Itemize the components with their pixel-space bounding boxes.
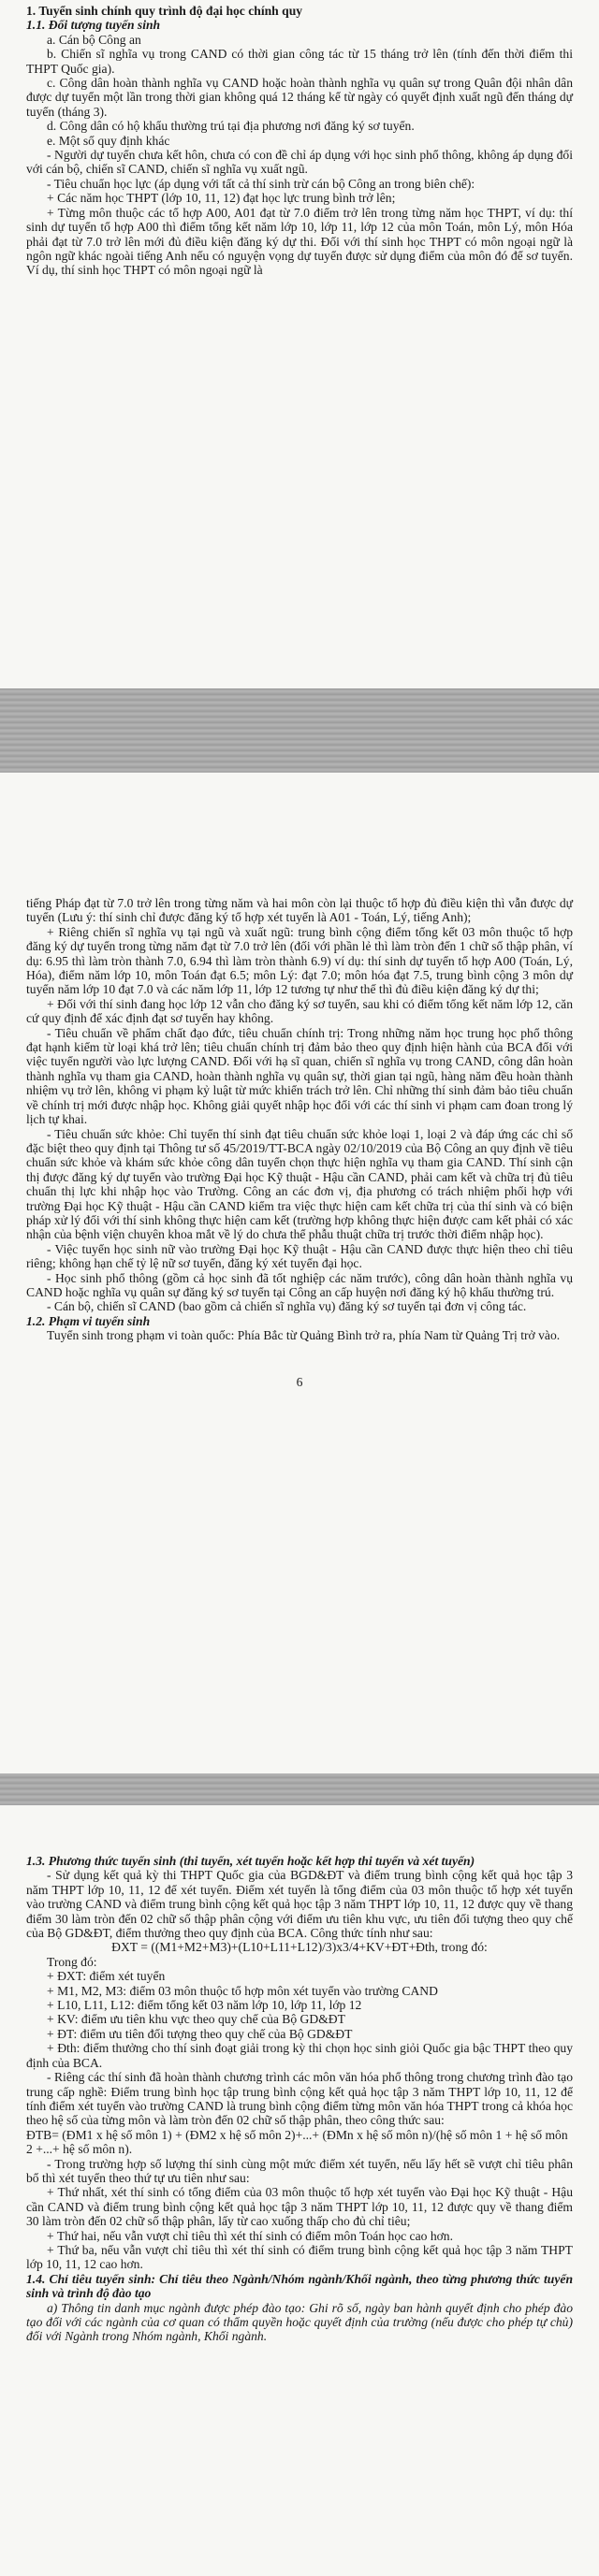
- page3-paragraph-3: Trong đó:: [47, 1954, 97, 1969]
- page3-paragraph-4: + ĐXT: điểm xét tuyển: [47, 1969, 166, 1984]
- page3-paragraph-13: + Thứ nhất, xét thí sinh có tổng điểm của 03 môn thuộc tổ hợp xét tuyển vào Đại học Kỹ thuật - Hậu cần CAND và điểm trung bình cộng kết quả học tập 3 năm THPT lớp 10, 11, 12 được quy về thang điểm 30 làm tròn đến 02 chữ số thập phân, lấy từ cao xuống thấp cho đủ chỉ tiêu;: [26, 2185, 573, 2229]
- page-number: 6: [296, 1374, 303, 1389]
- page1-paragraph-10: + Từng môn thuộc các tổ hợp A00, A01 đạt từ 7.0 điểm trở lên trong từng năm học THPT, ví dụ: thí sinh dự tuyển tổ hợp A00 thì điểm tổng kết năm lớp 10, lớp 11, lớp 12 của môn Toán, môn Lý, môn Hóa phải đạt từ 7.0 trở lên mới đủ điều kiện đăng ký dự thi. Đối với thí sinh học THPT có môn ngoại ngữ là ngôn ngữ khác ngoài tiếng Anh nếu có nguyện vọng dự tuyển được sử dụng điểm của môn đó để sơ tuyển. Ví dụ, thí sinh học THPT có môn ngoại ngữ là: [26, 205, 573, 278]
- document-page-3: [0, 1805, 599, 2576]
- page3-paragraph-5: + M1, M2, M3: điểm 03 môn thuộc tổ hợp môn xét tuyển vào trường CAND: [47, 1983, 438, 1998]
- page2-paragraph-0: tiếng Pháp đạt từ 7.0 trở lên trong từng năm và hai môn còn lại thuộc tổ hợp đủ điều kiện thì vẫn được dự tuyển (Lưu ý: thí sinh chỉ được đăng ký tổ hợp xét tuyển là A01 - Toán, Lý, tiếng Anh);: [26, 896, 573, 925]
- page2-paragraph-8: 1.2. Phạm vi tuyển sinh: [26, 1313, 151, 1328]
- scan-gap-1: [0, 688, 599, 773]
- scan-gap-2: [0, 1773, 599, 1805]
- page1-paragraph-9: + Các năm học THPT (lớp 10, 11, 12) đạt học lực trung bình trở lên;: [47, 191, 396, 206]
- page3-paragraph-9: + Đth: điểm thưởng cho thí sinh đoạt giải trong kỳ thi chọn học sinh giỏi Quốc gia bậc THPT theo quy định của BCA.: [26, 2041, 573, 2070]
- page3-paragraph-6: + L10, L11, L12: điểm tổng kết 03 năm lớp 10, lớp 11, lớp 12: [47, 1998, 362, 2013]
- page3-paragraph-1: - Sử dụng kết quả kỳ thi THPT Quốc gia của BGD&ĐT và điểm trung bình cộng kết quả học tập 3 năm THPT lớp 10, 11, 12 để xét tuyển. Điểm xét tuyển là tổng điểm của 03 môn thuộc tổ hợp xét tuyển vào trường CAND và điểm trung bình cộng kết quả học tập 3 năm THPT lớp 10, 11, 12 được quy về thang điểm 30 làm tròn đến 02 chữ số thập phân cộng với điểm ưu tiên khu vực, ưu tiên đối tượng theo quy chế của Bộ GD&ĐT, điểm thưởng theo quy định của BCA. Công thức tính như sau:: [26, 1868, 573, 1941]
- page2-paragraph-2: + Đối với thí sinh đang học lớp 12 vẫn cho đăng ký sơ tuyển, sau khi có điểm tổng kết năm lớp 12, căn cứ quy định để xác định đạt sơ tuyển hay không.: [26, 996, 573, 1026]
- page1-paragraph-2: a. Cán bộ Công an: [47, 32, 141, 47]
- page3-paragraph-2: ĐXT = ((M1+M2+M3)+(L10+L11+L12)/3)x3/4+KV+ĐT+Đth, trong đó:: [111, 1940, 488, 1955]
- page1-paragraph-3: b. Chiến sĩ nghĩa vụ trong CAND có thời gian công tác từ 15 tháng trở lên (tính đến thời điểm thi THPT Quốc gia).: [26, 47, 573, 76]
- page2-paragraph-5: - Việc tuyển học sinh nữ vào trường Đại học Kỹ thuật - Hậu cần CAND được thực hiện theo chỉ tiêu riêng; không hạn chế tỷ lệ nữ sơ tuyển, đăng ký xét tuyển đại học.: [26, 1241, 573, 1271]
- page2-paragraph-6: - Học sinh phổ thông (gồm cả học sinh đã tốt nghiệp các năm trước), công dân hoàn thành nghĩa vụ CAND hoặc nghĩa vụ quân sự đăng ký sơ tuyển tại Công an cấp huyện nơi đăng ký hộ khẩu thường trú.: [26, 1270, 573, 1299]
- page2-paragraph-9: Tuyển sinh trong phạm vi toàn quốc: Phía Bắc từ Quảng Bình trở ra, phía Nam từ Quảng Trị trở vào.: [47, 1328, 561, 1343]
- page3-paragraph-12: - Trong trường hợp số lượng thí sinh cùng một mức điểm xét tuyển, nếu lấy hết sẽ vượt chỉ tiêu phân bổ thì xét tuyển theo thứ tự ưu tiên như sau:: [26, 2156, 573, 2185]
- page3-paragraph-8: + ĐT: điểm ưu tiên đối tượng theo quy chế của Bộ GD&ĐT: [47, 2026, 353, 2041]
- page1-paragraph-0: 1. Tuyển sinh chính quy trình độ đại học chính quy: [26, 4, 303, 18]
- page-3-text: [26, 1854, 573, 2344]
- page1-paragraph-6: e. Một số quy định khác: [47, 133, 170, 148]
- page3-paragraph-0: 1.3. Phương thức tuyển sinh (thi tuyển, xét tuyển hoặc kết hợp thi tuyển và xét tuyển): [26, 1854, 475, 1868]
- page3-paragraph-15: + Thứ ba, nếu vẫn vượt chỉ tiêu thì xét thí sinh có điểm trung bình cộng kết quả học tập 3 năm THPT lớp 10, 11, 12 cao hơn.: [26, 2242, 573, 2272]
- page3-paragraph-7: + KV: điểm ưu tiên khu vực theo quy chế của Bộ GD&ĐT: [47, 2012, 345, 2027]
- page3-paragraph-16: 1.4. Chỉ tiêu tuyển sinh: Chỉ tiêu theo Ngành/Nhóm ngành/Khối ngành, theo từng phương thức tuyển sinh và trình độ đào tạo: [26, 2271, 573, 2301]
- page1-paragraph-5: d. Công dân có hộ khẩu thường trú tại địa phương nơi đăng ký sơ tuyển.: [47, 119, 415, 134]
- page3-paragraph-11: ĐTB= (ĐM1 x hệ số môn 1) + (ĐM2 x hệ số môn 2)+...+ (ĐMn x hệ số môn n)/(hệ số môn 1 + hệ số môn 2 +...+ hệ số môn n).: [26, 2127, 568, 2157]
- page3-paragraph-14: + Thứ hai, nếu vẫn vượt chỉ tiêu thì xét thí sinh có điểm môn Toán học cao hơn.: [47, 2228, 453, 2243]
- document-page-2: [0, 773, 599, 1773]
- page3-paragraph-17: a) Thông tin danh mục ngành được phép đào tạo: Ghi rõ số, ngày ban hành quyết định cho phép đào tạo đối với các ngành của cơ quan có thẩm quyền hoặc quyết định của trường (nếu được cho phép tự chủ) đối với Ngành trong Nhóm ngành, Khối ngành.: [26, 2300, 573, 2344]
- page1-paragraph-8: - Tiêu chuẩn học lực (áp dụng với tất cả thí sinh trừ cán bộ Công an trong biên chế):: [47, 176, 475, 191]
- page2-paragraph-1: + Riêng chiến sĩ nghĩa vụ tại ngũ và xuất ngũ: trung bình cộng điểm tổng kết 03 môn thuộc tổ hợp đăng ký dự tuyển trong từng năm đạt từ 7.0 trở lên (đối với phần lẻ thì làm tròn đến 1 chữ số thập phân, ví dụ: 6.95 thì làm tròn thành 7.0, 6.94 thì làm tròn thành 6.9) ví dụ: thí sinh dự tuyển tổ hợp A00 (Toán, Lý, Hóa), điểm năm lớp 10, môn Toán đạt 6.5; môn Lý: đạt 7.0; môn hóa đạt 7.5, trung bình cộng 3 môn dự tuyển năm lớp 10 đạt 7.0 và các năm lớp 11, lớp 12 tương tự như thế thì đủ điều kiện đăng ký dự thi;: [26, 924, 573, 997]
- page1-paragraph-1: 1.1. Đối tượng tuyển sinh: [26, 18, 161, 33]
- page-2-text: [26, 896, 573, 1343]
- page-1-text: [26, 4, 573, 278]
- page1-paragraph-4: c. Công dân hoàn thành nghĩa vụ CAND hoặc hoàn thành nghĩa vụ quân sự trong Quân đội nhân dân được dự tuyển một lần trong thời gian không quá 12 tháng kể từ ngày có quyết định xuất ngũ đến tháng dự tuyển (tháng 3).: [26, 76, 573, 119]
- document-page-1: [0, 0, 599, 688]
- page2-paragraph-7: - Cán bộ, chiến sĩ CAND (bao gồm cả chiến sĩ nghĩa vụ) đăng ký sơ tuyển tại đơn vị công tác.: [47, 1299, 527, 1314]
- page2-paragraph-3: - Tiêu chuẩn về phẩm chất đạo đức, tiêu chuẩn chính trị: Trong những năm học trung học phổ thông đạt hạnh kiểm từ loại khá trở lên; tiêu chuẩn chính trị đảm bảo theo quy định hiện hành của BCA đối với việc tuyển người vào lực lượng CAND. Đối với hạ sĩ quan, chiến sĩ nghĩa vụ trong CAND, công dân hoàn thành nghĩa vụ tham gia CAND, hoàn thành nghĩa vụ quân sự, thời gian tại ngũ, hàng năm đều hoàn thành nhiệm vụ trở lên, không vi phạm kỷ luật từ mức khiển trách trở lên. Chỉ những thí sinh đảm bảo tiêu chuẩn về chính trị mới được nhập học. Không giải quyết nhập học đối với các thí sinh vi phạm cam đoan trong lý lịch tự khai.: [26, 1025, 573, 1127]
- page3-paragraph-10: - Riêng các thí sinh đã hoàn thành chương trình các môn văn hóa phổ thông trong chương trình đào tạo trung cấp nghề: Điểm trung bình học tập trung bình cộng kết quả học tập 3 năm THPT lớp 10, 11, 12 để tính điểm xét tuyển vào trường CAND là trung bình cộng điểm từng môn văn hóa THPT trong cả khóa học theo hệ số của từng môn và làm tròn đến 02 chữ số thập phân, theo công thức sau:: [26, 2070, 573, 2128]
- page2-paragraph-4: - Tiêu chuẩn sức khỏe: Chỉ tuyển thí sinh đạt tiêu chuẩn sức khỏe loại 1, loại 2 và đáp ứng các chỉ số đặc biệt theo quy định tại Thông tư số 45/2019/TT-BCA ngày 02/10/2019 của Bộ Công an quy định về tiêu chuẩn sức khỏe và khám sức khỏe công dân tuyển chọn thực hiện nghĩa vụ tham gia CAND. Thí sinh cận thị được đăng ký dự tuyển vào trường Đại học Kỹ thuật - Hậu cần CAND, phải cam kết và chữa trị đủ tiêu chuẩn thị lực khi nhập học vào Trường. Công an các đơn vị, địa phương có trách nhiệm phối hợp với trường Đại học Kỹ thuật - Hậu cần CAND kiểm tra việc thực hiện cam kết chữa trị của thí sinh và có biện pháp xử lý đối với thí sinh không thực hiện cam kết (trường hợp không thực hiện được cam kết phải có xác nhận của bệnh viện chuyên khoa mắt về lý do chưa thể phẫu thuật chữa trị trước thời điểm nhập học).: [26, 1126, 573, 1242]
- page1-paragraph-7: - Người dự tuyển chưa kết hôn, chưa có con đề chỉ áp dụng với học sinh phổ thông, không áp dụng đối với cán bộ, chiến sĩ CAND, chiến sĩ nghĩa vụ xuất ngũ.: [26, 148, 573, 177]
